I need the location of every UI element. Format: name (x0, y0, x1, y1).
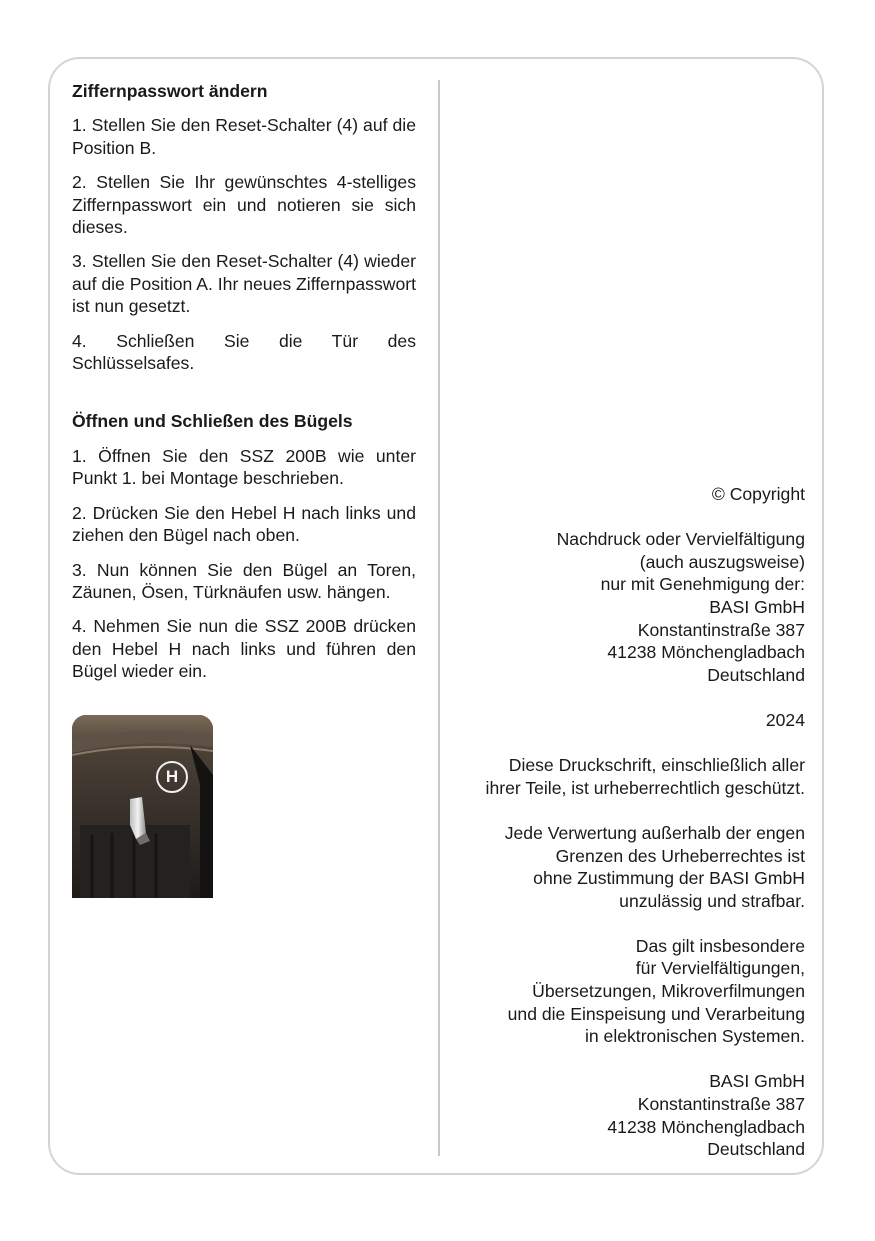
company-name: BASI GmbH (709, 1071, 805, 1092)
shackle-step-1: 1. Öffnen Sie den SSZ 200B wie unter Punkt 1. bei Montage beschrieben. (72, 445, 416, 489)
text-line: Übersetzungen, Mikroverfilmungen (532, 981, 805, 1002)
text-line: Grenzen des Urheberrechtes ist (555, 845, 805, 866)
text-line: Das gilt insbesondere (635, 935, 805, 956)
text-line: ohne Zustimmung der BASI GmbH (533, 868, 805, 889)
password-step-1: 1. Stellen Sie den Reset-Schalter (4) auf die Position B. (72, 115, 416, 158)
section-title-shackle: Öffnen und Schließen des Bügels (72, 411, 353, 432)
lever-photo (72, 715, 213, 898)
password-step-2: 2. Stellen Sie Ihr gewünschtes 4-stelliges Ziffernpasswort ein und notieren sie sich dieses. (72, 172, 416, 238)
password-step-4: 4. Schließen Sie die Tür des Schlüsselsafes. (72, 330, 416, 374)
text-line: (auch auszugsweise) (639, 551, 805, 572)
shackle-step-2: 2. Drücken Sie den Hebel H nach links und ziehen den Bügel nach oben. (72, 502, 416, 546)
text-line: und die Einspeisung und Verarbeitung (507, 1003, 805, 1024)
copyright-title (455, 483, 805, 506)
text-line: Diese Druckschrift, einschließlich aller (508, 755, 805, 776)
copyright-block-protection (455, 754, 805, 799)
company-street: Konstantinstraße 387 (637, 619, 805, 640)
copyright-year: 2024 (765, 709, 805, 730)
text-line: unzulässig und strafbar. (619, 890, 805, 911)
copyright-block-usage (455, 822, 805, 912)
copyright-heading: © Copyright (711, 484, 805, 504)
copyright-year-block (455, 709, 805, 732)
company-name: BASI GmbH (709, 596, 805, 617)
text-line: Nachdruck oder Vervielfältigung (556, 529, 805, 550)
column-divider (438, 80, 440, 1156)
lever-h-label: H (156, 761, 188, 793)
text-line: Jede Verwertung außerhalb der engen (504, 822, 805, 843)
instructions-column (72, 80, 416, 695)
text-line: für Vervielfältigungen, (635, 958, 805, 979)
shackle-step-3: 3. Nun können Sie den Bügel an Toren, Zäunen, Ösen, Türknäufen usw. hängen. (72, 559, 416, 602)
text-line: ihrer Teile, ist urheberrechtlich geschützt. (485, 777, 805, 798)
company-street: Konstantinstraße 387 (637, 1094, 805, 1115)
copyright-column (455, 483, 805, 1183)
company-country: Deutschland (707, 1139, 805, 1160)
text-line: in elektronischen Systemen. (584, 1026, 805, 1047)
section-title-password: Ziffernpasswort ändern (72, 81, 268, 101)
company-city: 41238 Mönchengladbach (607, 1116, 805, 1137)
company-city: 41238 Mönchengladbach (607, 642, 805, 663)
company-country: Deutschland (707, 664, 805, 685)
shackle-step-4: 4. Nehmen Sie nun die SSZ 200B drücken den Hebel H nach links und führen den Bügel wieder ein. (72, 616, 416, 682)
text-line: nur mit Genehmigung der: (600, 574, 805, 595)
copyright-block-applies (455, 935, 805, 1048)
password-step-3: 3. Stellen Sie den Reset-Schalter (4) wieder auf die Position A. Ihr neues Ziffernpasswort ist nun gesetzt. (72, 251, 416, 317)
copyright-block-reprint (455, 528, 805, 686)
lever-photo-image (72, 715, 213, 898)
company-address-block (455, 1070, 805, 1160)
